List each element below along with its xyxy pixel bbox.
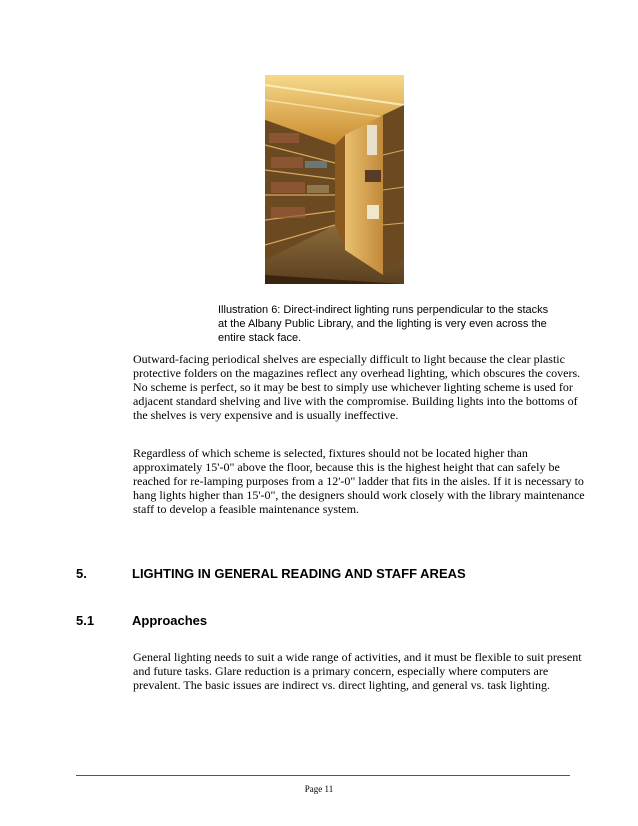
library-stacks-photo bbox=[265, 75, 404, 284]
paragraph-general-lighting: General lighting needs to suit a wide range of activities, and it must be flexible to suit present and future tasks. Glare reduction is a primary concern, especially where computers are prevalent. The basic issues are indirect vs. direct lighting, and general vs. task lighting. bbox=[133, 650, 582, 692]
section-title: Approaches bbox=[132, 613, 208, 628]
section-number: 5.1 bbox=[76, 613, 95, 628]
footer-divider bbox=[76, 775, 570, 776]
paragraph-periodical-shelves: Outward-facing periodical shelves are especially difficult to light because the clear plastic protective folders on the magazines reflect any overhead lighting, which obscures the covers. No scheme is perfect, so it may be best to simply use whichever lighting scheme is used for adjacent standard shelving and live with the compromise. Building lights into the bottoms of the shelves is very expensive and is usually ineffective. bbox=[133, 352, 581, 422]
library-stacks-illustration bbox=[265, 75, 404, 284]
figure-caption: Illustration 6: Direct-indirect lighting runs perpendicular to the stacks at the Albany Public Library, and the lighting is very even across the entire stack face. bbox=[218, 304, 549, 344]
paragraph-fixture-height: Regardless of which scheme is selected, fixtures should not be located higher than approximately 15'-0" above the floor, because this is the highest height that can safely be reached for re-lamping purposes from a 12'-0" ladder that fits in the aisles. If it is necessary to hang lights higher than 15'-0", the designers should work closely with the library maintenance staff to develop a feasible maintenance system. bbox=[133, 446, 585, 516]
section-number: 5. bbox=[76, 566, 87, 581]
section-title: LIGHTING IN GENERAL READING AND STAFF AREAS bbox=[132, 566, 466, 581]
page-number: Page 11 bbox=[304, 784, 334, 794]
